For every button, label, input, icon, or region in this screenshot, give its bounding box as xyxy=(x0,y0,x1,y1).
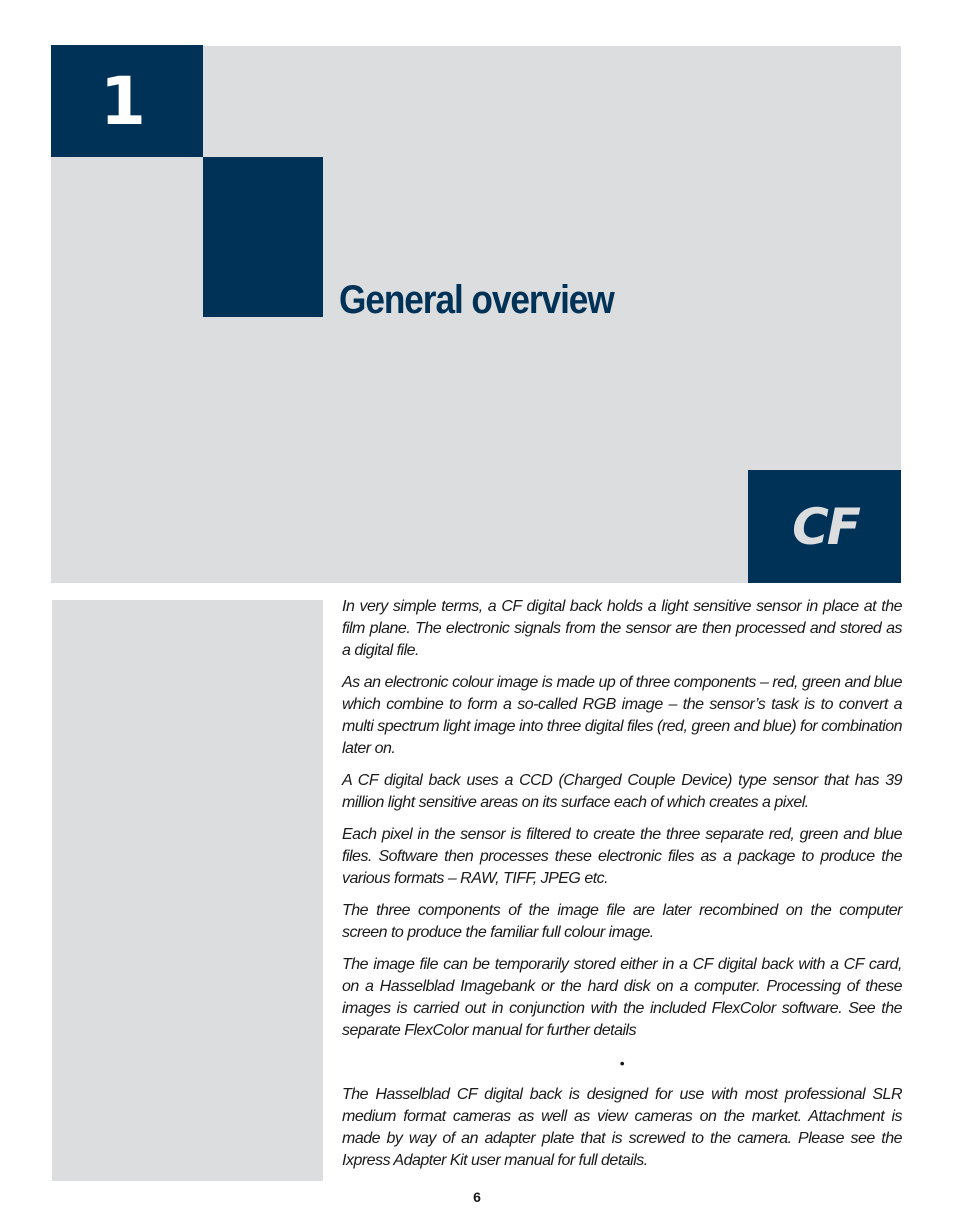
bullet-divider: • xyxy=(619,1055,625,1071)
page-number: 6 xyxy=(473,1189,481,1205)
cf-logo-text: CF xyxy=(792,497,859,556)
paragraph: Each pixel in the sensor is filtered to create the three separate red, green and blue files. Software then processes these electronic files as a package to produce the various formats – RAW, TIFF, JPEG etc. xyxy=(342,826,902,887)
paragraph: As an electronic colour image is made up of three components – red, green and blue which combine to form a so-called RGB image – the sensor’s task is to convert a multi spectrum light image into three digital files (red, green and blue) for combination later on. xyxy=(342,674,902,757)
cf-logo xyxy=(748,470,901,583)
decorative-square xyxy=(203,157,323,317)
paragraph: The Hasselblad CF digital back is designed for use with most professional SLR medium format cameras as well as view cameras on the market. Attachment is made by way of an adapter plate that is screwed to the camera. Please see the Ixpress Adapter Kit user manual for full details. xyxy=(342,1086,902,1169)
chapter-number: 1 xyxy=(100,63,146,140)
paragraph: A CF digital back uses a CCD (Charged Couple Device) type sensor that has 39 million light sensitive areas on its surface each of which creates a pixel. xyxy=(342,772,902,811)
side-panel xyxy=(52,600,323,1181)
paragraph: In very simple terms, a CF digital back holds a light sensitive sensor in place at the film plane. The electronic signals from the sensor are then processed and stored as a digital file. xyxy=(342,598,902,659)
paragraph: The image file can be temporarily stored either in a CF digital back with a CF card, on a Hasselblad Imagebank or the hard disk on a computer. Processing of these images is carried out in conjunction with the included FlexColor software. See the separate FlexColor manual for further details xyxy=(342,956,902,1039)
chapter-title: General overview xyxy=(339,278,614,322)
paragraph: The three components of the image file are later recombined on the computer screen to produce the familiar full colour image. xyxy=(342,902,902,941)
body-text xyxy=(342,596,902,1182)
chapter-number-block xyxy=(51,45,203,157)
